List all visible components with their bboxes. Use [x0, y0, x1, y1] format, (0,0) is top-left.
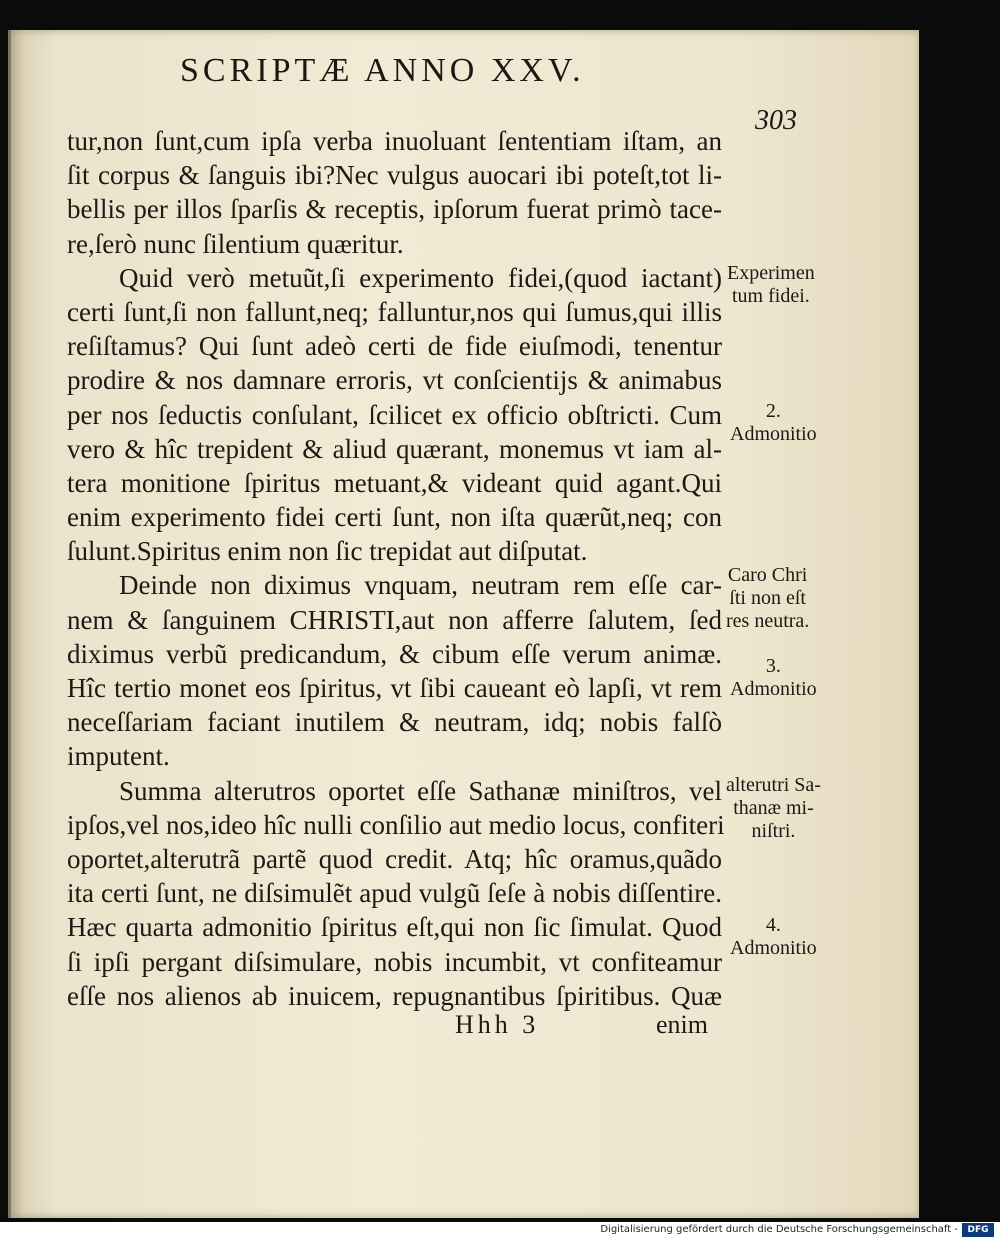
margin-note-line: Caro Chri [727, 564, 808, 586]
body-text [67, 124, 725, 1013]
margin-note-alterutri [726, 774, 821, 843]
margin-note-admonitio-3 [730, 655, 817, 701]
text-line: imputent. [67, 741, 170, 772]
text-line: enim experimento fidei certi ſunt, non iſta quærũt,neq; con [67, 502, 722, 533]
margin-note-line: Admonitio [730, 937, 817, 959]
text-line: per nos ſeductis conſulant, ſcilicet ex officio obſtricti. Cum [67, 399, 722, 430]
text-line: prodire & nos damnare erroris, vt conſcientijs & animabus [67, 365, 722, 396]
running-header: SCRIPTÆ ANNO XXV. [180, 52, 585, 89]
text-line: eſſe nos alienos ab inuicem, repugnantibus ſpiritibus. Quæ [67, 980, 722, 1011]
text-line: ita certi ſunt, ne diſsimulẽt apud vulgũ ſeſe à nobis diſſentire. [67, 878, 722, 909]
margin-note-experimentum [727, 262, 815, 308]
margin-note-line: 2. [765, 400, 781, 422]
margin-note-caro-christi [726, 564, 809, 633]
dfg-logo: DFG [962, 1223, 994, 1237]
margin-note-line: thanæ mi- [733, 797, 814, 819]
margin-note-line: alterutri Sa- [726, 774, 821, 796]
text-line: ipſos,vel nos,ideo hîc nulli conſilio aut medio locus, confiteri [67, 809, 725, 840]
text-line: tur,non ſunt,cum ipſa verba inuoluant ſententiam iſtam, an [67, 126, 722, 156]
text-line: ſit corpus & ſanguis ibi?Nec vulgus auocari ibi poteſt,tot li- [67, 160, 722, 191]
text-line: Hæc quarta admonitio ſpiritus eſt,qui non ſic ſimulat. Quod [67, 912, 722, 943]
text-line: neceſſariam faciant inutilem & neutram, idq; nobis falſò [67, 707, 722, 738]
text-line: oportet,alterutrã partẽ quod credit. Atq; hîc oramus,quãdo [67, 843, 722, 874]
text-line: Deinde non diximus vnquam, neutram rem eſſe car- [119, 570, 722, 601]
margin-note-line: res neutra. [726, 610, 810, 632]
margin-note-line: niſtri. [751, 820, 796, 842]
margin-note-line: Admonitio [730, 423, 817, 445]
text-line: vero & hîc trepident & aliud quærant, monemus vt iam al- [67, 433, 722, 464]
text-line: Summa alterutros oportet eſſe Sathanæ miniſtros, vel [119, 775, 722, 806]
margin-note-line: 4. [765, 914, 781, 936]
margin-note-admonitio-2 [730, 400, 817, 446]
text-line: diximus verbũ predicandum, & cibum eſſe verum animæ. [67, 638, 722, 669]
margin-note-line: Experimen [727, 262, 815, 284]
signature-mark: Hhh 3 [455, 1010, 540, 1039]
catchword: enim [656, 1010, 708, 1039]
digitization-credit: Digitalisierung gefördert durch die Deutsche Forschungsgemeinschaft - [600, 1224, 958, 1235]
text-line: nem & ſanguinem CHRISTI,aut non afferre ſalutem, ſed [67, 604, 722, 635]
margin-note-admonitio-4 [730, 914, 817, 960]
text-line: Quid verò metuũt,ſi experimento fidei,(quod iactant) [119, 262, 722, 293]
text-line: tera monitione ſpiritus metuant,& videant quid agant.Qui [67, 467, 722, 498]
text-line: ſulunt.Spiritus enim non ſic trepidat aut diſputat. [67, 536, 588, 567]
margin-note-line: 3. [765, 655, 781, 677]
text-line: Hîc tertio monet eos ſpiritus, vt ſibi caueant eò lapſi, vt rem [67, 673, 722, 703]
text-line: re,ſerò nunc ſilentium quæritur. [67, 228, 404, 259]
text-line: certi ſunt,ſi non fallunt,neq; falluntur,nos qui ſumus,qui illis [67, 296, 722, 327]
margin-note-line: ſti non eſt [729, 587, 806, 609]
text-line: ſi ipſi pergant diſsimulare, nobis incumbit, vt confiteamur [67, 946, 722, 977]
margin-note-line: Admonitio [730, 678, 817, 700]
page-number: 303 [755, 105, 797, 136]
text-line: reſiſtamus? Qui ſunt adeò certi de fide eiuſmodi, tenentur [67, 331, 722, 362]
text-line: bellis per illos ſparſis & receptis, ipſorum fuerat primò tace- [67, 194, 722, 225]
margin-note-line: tum fidei. [731, 285, 810, 307]
